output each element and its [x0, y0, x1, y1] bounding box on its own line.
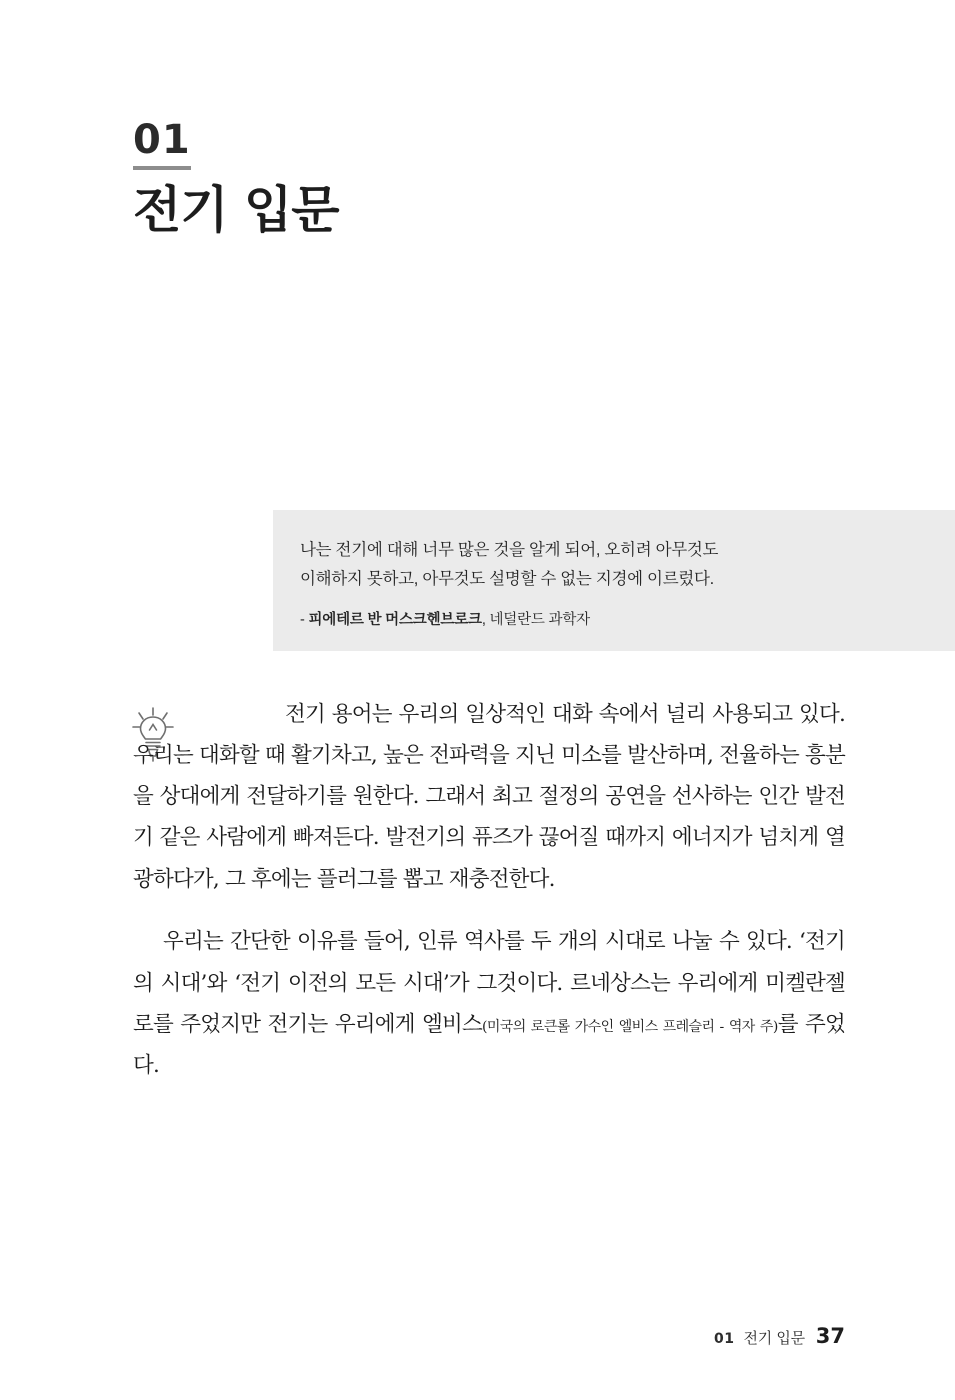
paragraph-2 — [133, 921, 845, 1086]
paragraph-1-text: 전기 용어는 우리의 일상적인 대화 속에서 널리 사용되고 있다. 우리는 대화할 때 활기차고, 높은 전파력을 지닌 미소를 발산하며, 전율하는 흥분을 상대에게 전달하기를 원한다. 그래서 최고 절정의 공연을 선사하는 인간 발전기 같은 사람에게 빠져든다. 발전기의 퓨즈가 끊어질 때까지 에너지가 넘치게 열광하다가, 그 후에는 플러그를 뽑고 재충전한다. — [133, 701, 845, 892]
epigraph-line-2: 이해하지 못하고, 아무것도 설명할 수 없는 지경에 이르렀다. — [300, 569, 714, 588]
page-number: 37 — [815, 1324, 845, 1348]
epigraph-attribution-dash: - — [300, 611, 305, 628]
epigraph-attribution-name: 피에테르 반 머스크헨브로크 — [308, 611, 482, 628]
epigraph-line-1: 나는 전기에 대해 너무 많은 것을 알게 되어, 오히려 아무것도 — [300, 541, 719, 559]
epigraph-box — [273, 510, 955, 651]
footer-chapter-number: 01 — [714, 1331, 735, 1347]
paragraph-2-text-b: 를 주었다. — [133, 1011, 845, 1079]
footer-chapter-title: 전기 입문 — [743, 1329, 805, 1347]
paragraph-1 — [133, 694, 845, 900]
epigraph-attribution-desc: , 네덜란드 과학자 — [481, 611, 590, 628]
chapter-heading — [133, 117, 339, 239]
chapter-number: 01 — [133, 120, 191, 170]
body-text — [133, 672, 845, 1108]
page-footer — [714, 1324, 845, 1348]
translator-note: (미국의 로큰롤 가수인 엘비스 프레슬리 - 역자 주) — [481, 1018, 778, 1035]
epigraph-attribution — [300, 608, 925, 629]
page-title: 전기 입문 — [133, 181, 339, 239]
paragraph-2-text-a: 우리는 간단한 이유를 들어, 인류 역사를 두 개의 시대로 나눌 수 있다. ‘전기의 시대’와 ‘전기 이전의 모든 시대’가 그것이다. 르네상스는 우리에게 미켈란젤로를 주었지만 전기는 우리에게 엘비스 — [133, 929, 845, 1037]
